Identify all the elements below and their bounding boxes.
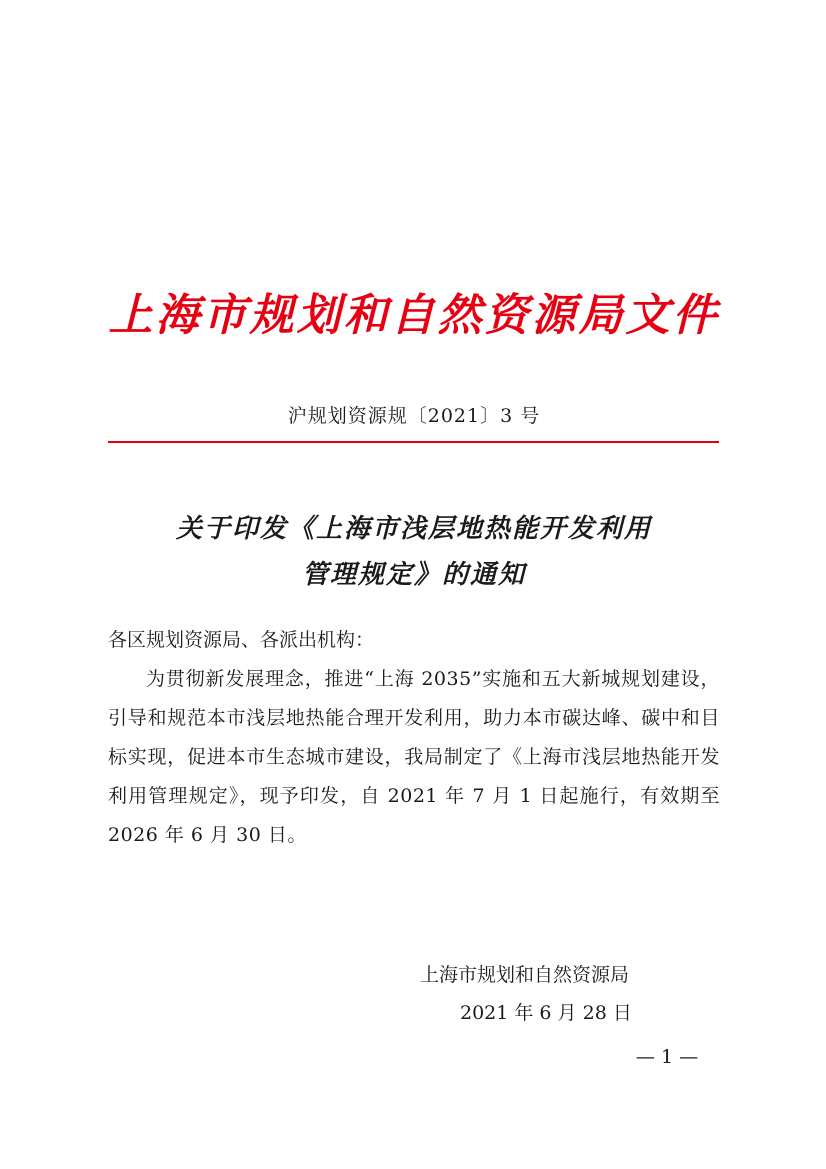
document-number: 沪规划资源规〔2021〕3 号 bbox=[287, 405, 541, 427]
signature-block bbox=[420, 956, 680, 1032]
notice-body bbox=[108, 621, 720, 855]
notice-title-line-2: 管理规定》的通知 bbox=[301, 560, 526, 590]
body-paragraph: 为贯彻新发展理念，推进“上海 2035”实施和五大新城规划建设，引导和规范本市浅层地热能合理开发利用，助力本市碳达峰、碳中和目标实现，促进本市生态城市建设，我局制定了《上海市浅层地热能开发利用管理规定》，现予印发，自 2021 年 7 月 1 日起施行，有效期至 2026 年 6 月 30 日。 bbox=[108, 668, 720, 846]
issuer-title: 上海市规划和自然资源局文件 bbox=[108, 290, 720, 341]
page-number: — 1 — bbox=[635, 1046, 699, 1068]
salutation: 各区规划资源局、各派出机构： bbox=[108, 629, 375, 651]
signing-organization: 上海市规划和自然资源局 bbox=[420, 964, 630, 986]
notice-title-line-1: 关于印发《上海市浅层地热能开发利用 bbox=[175, 514, 652, 544]
notice-title bbox=[108, 506, 720, 598]
red-divider-line bbox=[108, 441, 719, 443]
signing-date: 2021 年 6 月 28 日 bbox=[460, 1002, 632, 1024]
